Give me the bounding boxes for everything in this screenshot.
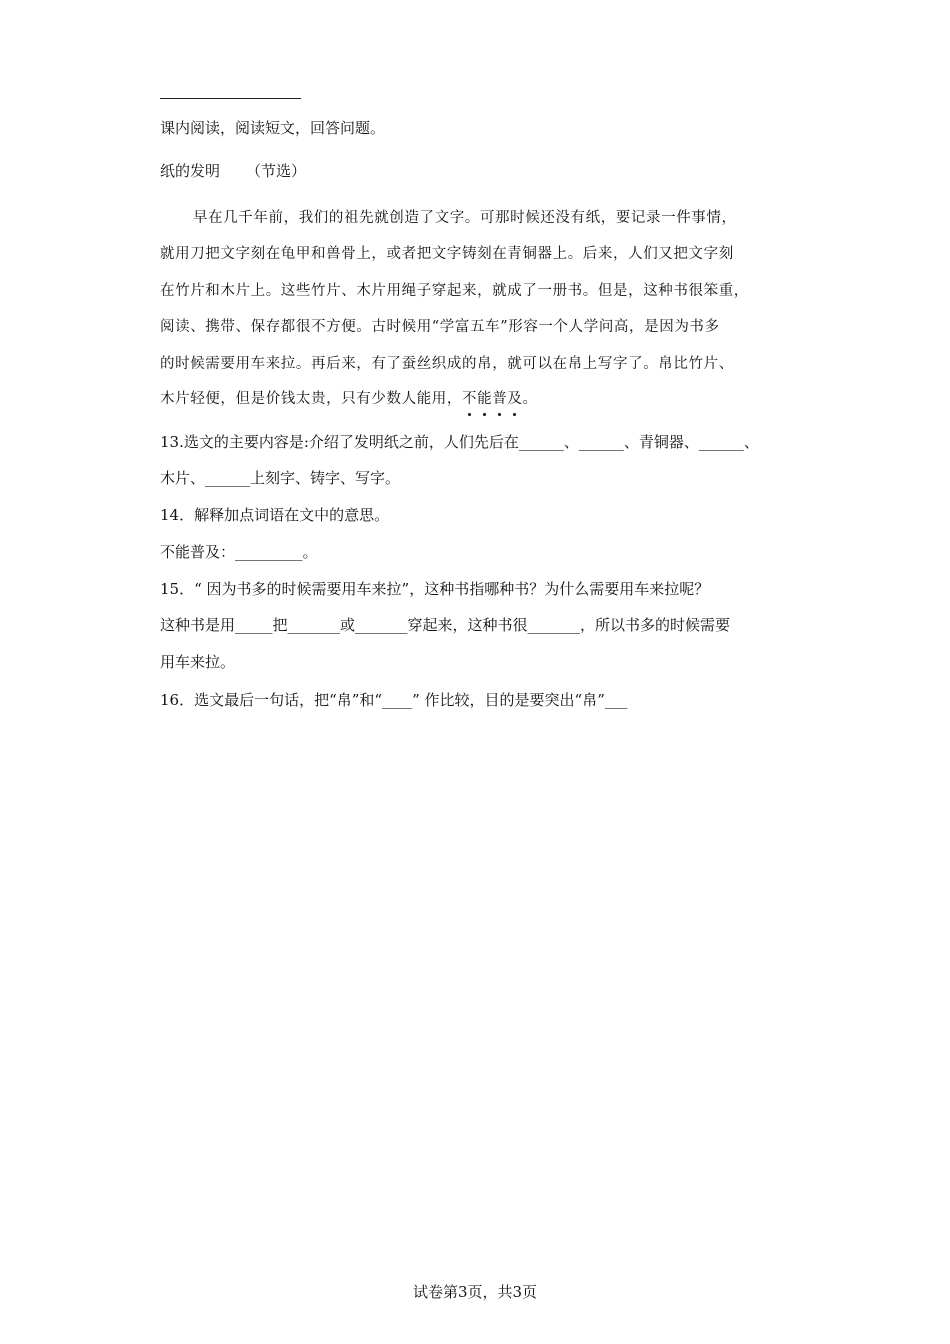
question-15-line: 15．“ 因为书多的时候需要用车来拉”，这种书指哪种书？为什么需要用车来拉呢？ [160, 580, 710, 598]
emphasized-char: 普 [492, 391, 508, 407]
emphasized-char: 能 [477, 391, 493, 407]
passage-line-text: 。 [522, 391, 538, 407]
passage-line: 的时候需要用车来拉。再后来，有了蚕丝织成的帛，就可以在帛上写字了。帛比竹片、 [160, 356, 734, 372]
page-footer: 试卷第3页，共3页 [412, 1283, 538, 1301]
passage-note: （节选） [246, 162, 307, 180]
question-14-line: 不能普及：_________。 [160, 543, 318, 561]
emphasized-char: 及 [507, 391, 523, 407]
passage-line: 就用刀把文字刻在龟甲和兽骨上，或者把文字铸刻在青铜器上。后来，人们又把文字刻 [160, 246, 734, 262]
answer-underline [160, 98, 301, 99]
question-14-line: 14．解释加点词语在文中的意思。 [160, 506, 390, 524]
passage-line: 在竹片和木片上。这些竹片、木片用绳子穿起来，就成了一册书。但是，这种书很笨重， [160, 283, 749, 299]
question-16-line: 16．选文最后一句话，把“帛”和“____” 作比较，目的是要突出“帛”___ [160, 691, 628, 709]
passage-line: 早在几千年前，我们的祖先就创造了文字。可那时候还没有纸，要记录一件事情， [193, 210, 737, 226]
passage-last-line [160, 389, 792, 409]
passage-title: 纸的发明 [160, 162, 221, 180]
passage-line: 阅读、携带、保存都很不方便。古时候用“学富五车”形容一个人学问高，是因为书多 [160, 319, 720, 335]
question-13-line: 木片、______上刻字、铸字、写字。 [160, 469, 401, 487]
section-intro: 课内阅读，阅读短文，回答问题。 [160, 119, 386, 137]
emphasized-char: 不 [462, 391, 478, 407]
question-13-line: 13.选文的主要内容是:介绍了发明纸之前，人们先后在______、______、青铜器、______、 [160, 433, 759, 451]
passage-heading [160, 161, 306, 181]
question-15-line: 用车来拉。 [160, 653, 236, 671]
question-15-line: 这种书是用_____把_______或_______穿起来，这种书很_______，所以书多的时候需要 [160, 616, 731, 634]
passage-line-text: 木片轻便，但是价钱太贵，只有少数人能用， [160, 391, 462, 407]
